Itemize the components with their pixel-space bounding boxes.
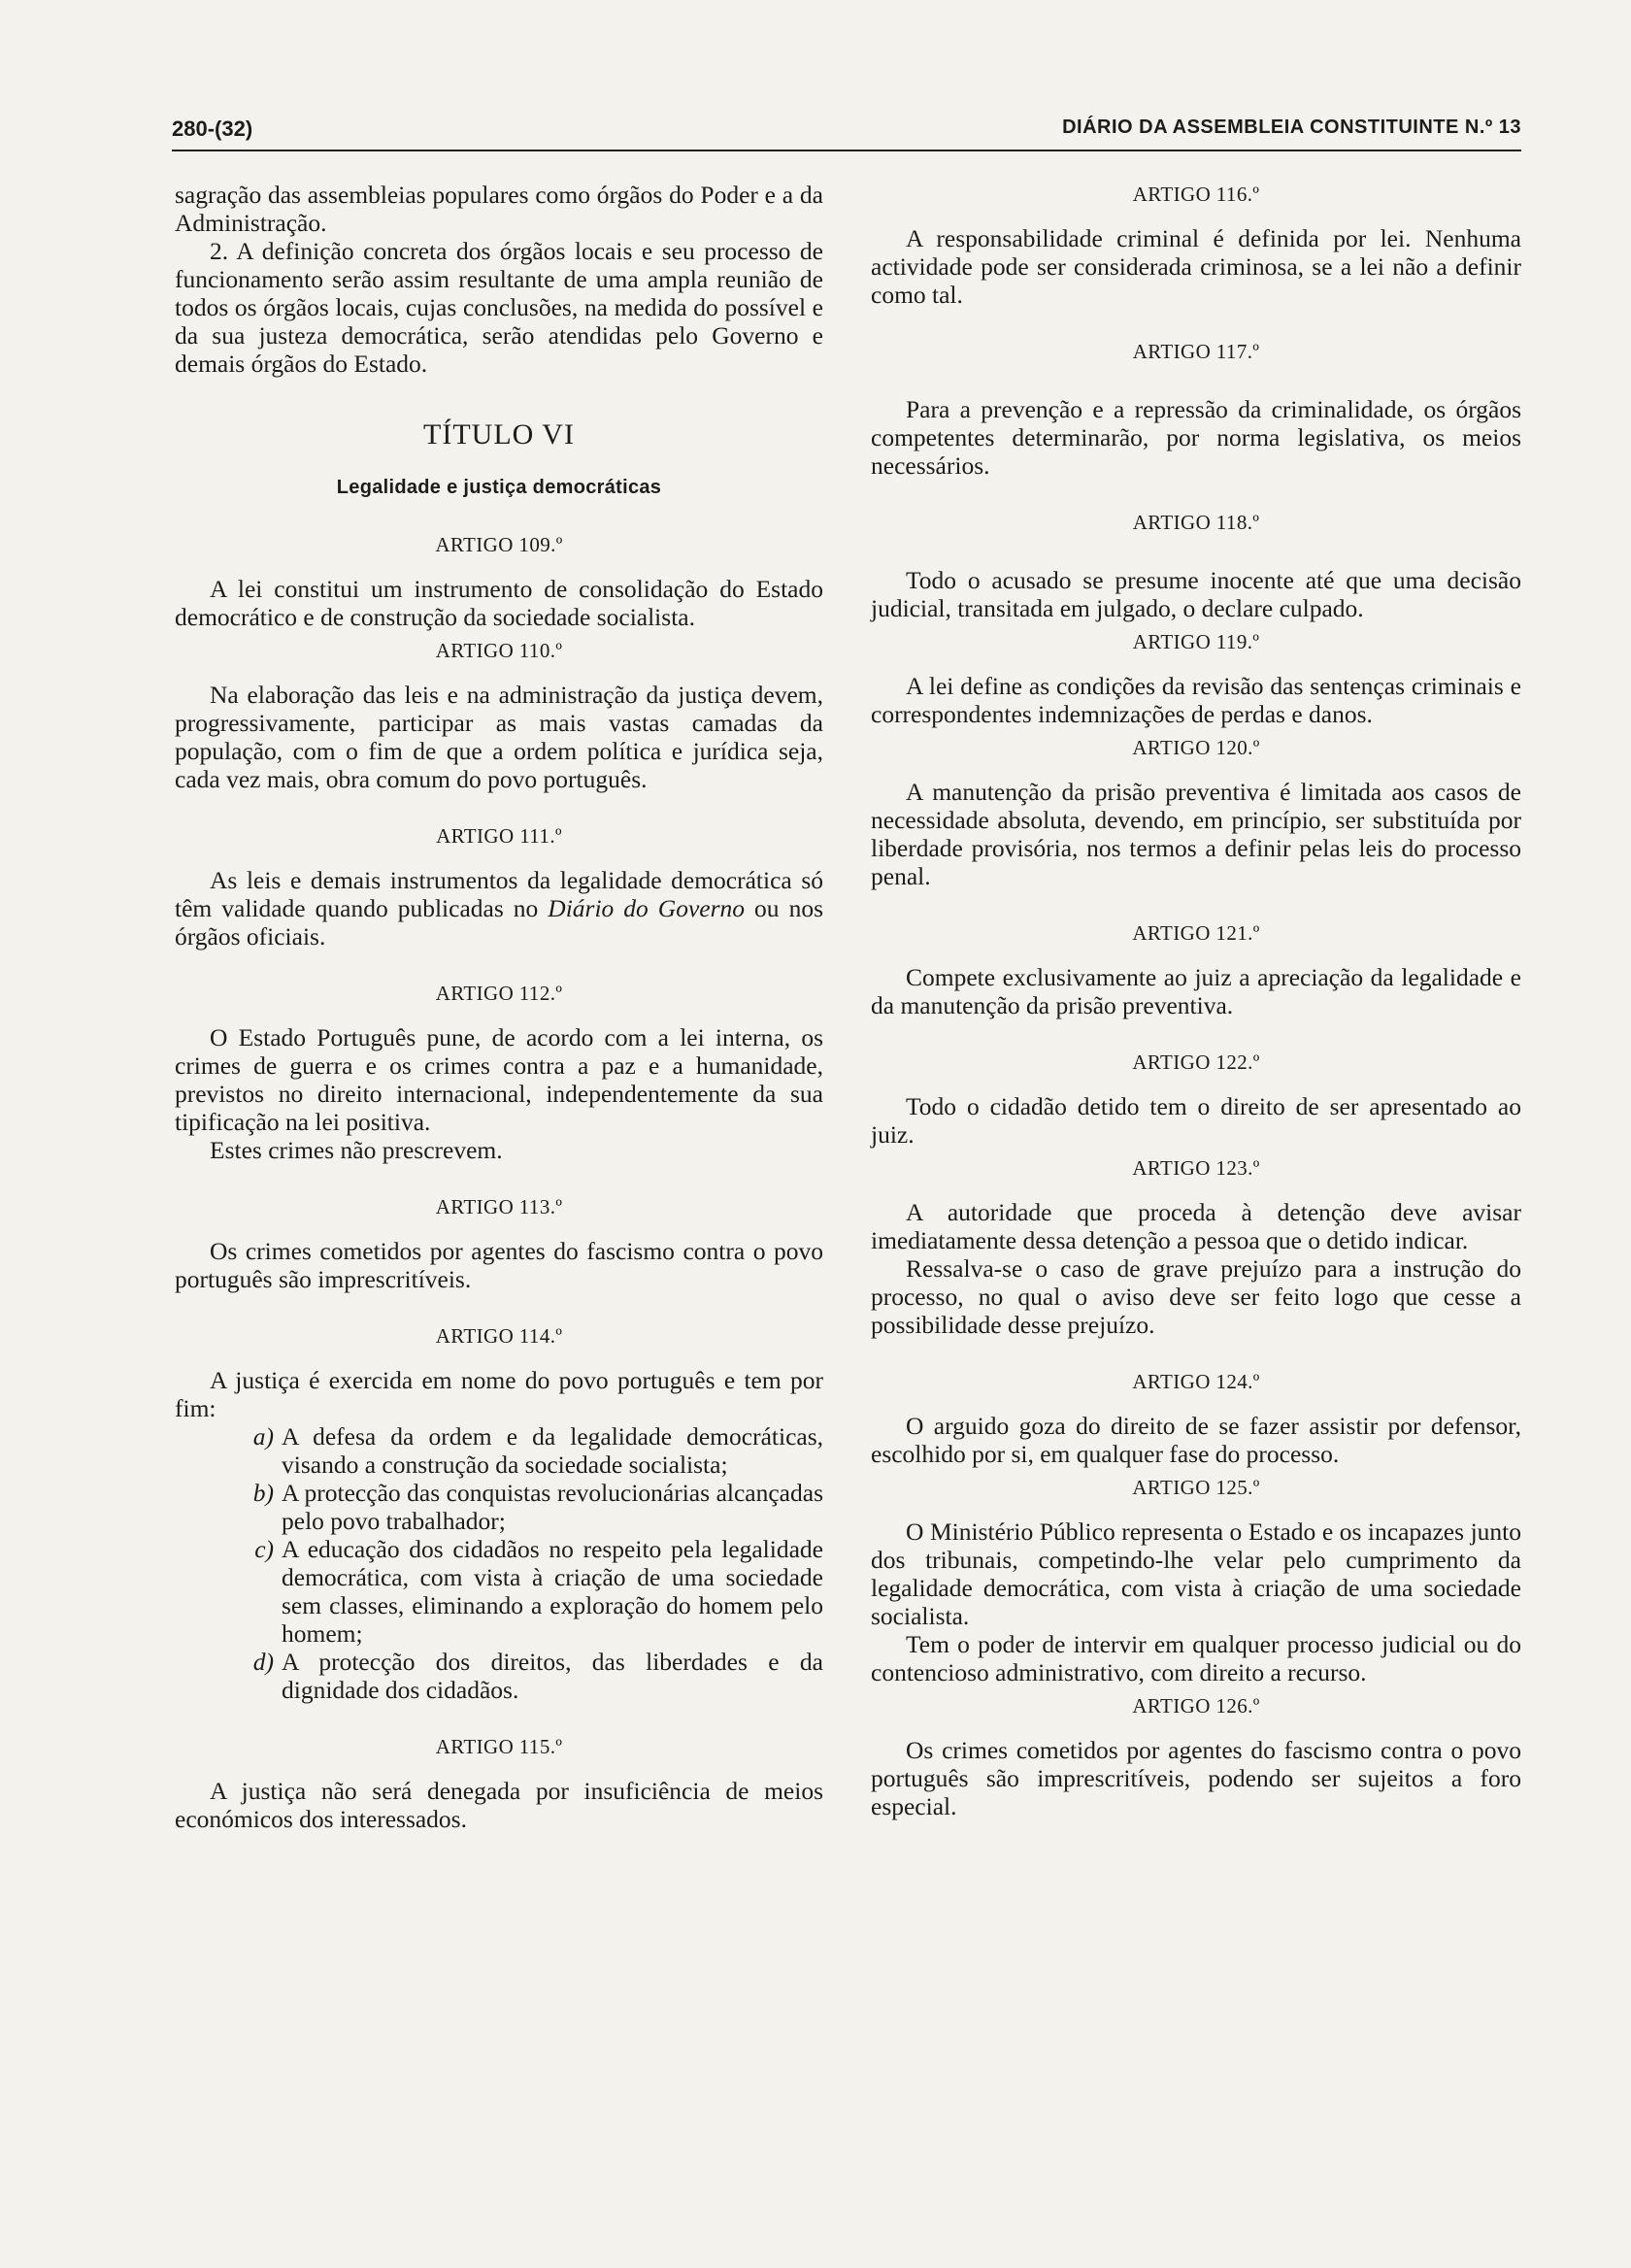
article-text xyxy=(175,866,823,951)
article-text: A manutenção da prisão preventiva é limitada aos casos de necessidade absoluta, devendo, em princípio, ser substituída por liberdade provisória, nos termos a definir pelas leis do processo penal. xyxy=(871,778,1521,890)
article-heading: ARTIGO 121.º xyxy=(1132,921,1260,945)
article-heading: ARTIGO 114.º xyxy=(435,1324,563,1348)
article-text: Ressalva-se o caso de grave prejuízo para a instrução do processo, no qual o aviso deve ser feito logo que cesse a possibilidade desse prejuízo. xyxy=(871,1254,1521,1339)
article-text: Todo o acusado se presume inocente até que uma decisão judicial, transitada em julgado, o declare culpado. xyxy=(871,566,1521,622)
list-letter: a) xyxy=(252,1422,274,1451)
list-letter: b) xyxy=(252,1479,274,1507)
list-text: A educação dos cidadãos no respeito pela legalidade democrática, com vista à criação de uma sociedade sem classes, eliminando a exploração do homem pelo homem; xyxy=(282,1535,823,1648)
list-item xyxy=(231,1535,823,1648)
article-heading: ARTIGO 125.º xyxy=(1132,1476,1260,1499)
list-item xyxy=(231,1479,823,1535)
right-column xyxy=(871,181,1521,1820)
article-heading: ARTIGO 123.º xyxy=(1132,1156,1260,1180)
journal-title: DIÁRIO DA ASSEMBLEIA CONSTITUINTE N.º 13 xyxy=(1062,117,1521,138)
article-text: A lei constitui um instrumento de consolidação do Estado democrático e de construção da sociedade socialista. xyxy=(175,575,823,631)
article-text: O Estado Português pune, de acordo com a lei interna, os crimes de guerra e os crimes contra a paz e a humanidade, previstos no direito internacional, independentemente da sua tipificação na lei positiva. xyxy=(175,1023,823,1136)
article-text: Para a prevenção e a repressão da criminalidade, os órgãos competentes determinarão, por norma legislativa, os meios necessários. xyxy=(871,395,1521,480)
intro-paragraph: sagração das assembleias populares como órgãos do Poder e a da Administração. xyxy=(175,181,823,237)
article-text: Na elaboração das leis e na administração da justiça devem, progressivamente, participar as mais vastas camadas da população, com o fim de que a ordem política e jurídica seja, cada vez mais, obra comum do povo português. xyxy=(175,681,823,793)
article-text: A responsabilidade criminal é definida por lei. Nenhuma actividade pode ser considerada criminosa, se a lei não a definir como tal. xyxy=(871,224,1521,309)
paragraph: 2. A definição concreta dos órgãos locais e seu processo de funcionamento serão assim resultante de uma ampla reunião de todos os órgãos locais, cujas conclusões, na medida do possível e da sua justeza democrática, serão atendidas pelo Governo e demais órgãos do Estado. xyxy=(175,237,823,378)
article-heading: ARTIGO 113.º xyxy=(435,1195,563,1218)
article-heading: ARTIGO 111.º xyxy=(436,824,562,848)
article-heading: ARTIGO 117.º xyxy=(1132,340,1260,363)
journal-name: Diário do Governo xyxy=(548,894,746,922)
article-heading: ARTIGO 122.º xyxy=(1132,1051,1260,1074)
section-subtitle: Legalidade e justiça democráticas xyxy=(336,477,662,498)
article-text: A lei define as condições da revisão das sentenças criminais e correspondentes indemnizações de perdas e danos. xyxy=(871,672,1521,728)
article-heading: ARTIGO 120.º xyxy=(1132,736,1260,759)
list-letter: d) xyxy=(252,1648,274,1676)
page-header xyxy=(172,115,1521,151)
article-text: A autoridade que proceda à detenção deve avisar imediatamente dessa detenção a pessoa que o detido indicar. xyxy=(871,1198,1521,1254)
article-heading: ARTIGO 112.º xyxy=(435,982,563,1005)
article-heading: ARTIGO 115.º xyxy=(435,1735,563,1758)
article-text: Os crimes cometidos por agentes do fascismo contra o povo português são imprescritíveis, podendo ser sujeitos a foro especial. xyxy=(871,1736,1521,1820)
text-span: As leis e demais instrumentos da legalidade democrática só têm validade quando publicadas no xyxy=(175,866,823,922)
article-heading: ARTIGO 119.º xyxy=(1132,630,1260,653)
list-item xyxy=(231,1648,823,1704)
article-heading: ARTIGO 109.º xyxy=(435,533,563,556)
list-text: A defesa da ordem e da legalidade democráticas, visando a construção da sociedade socialista; xyxy=(282,1422,823,1479)
article-text: A justiça não será denegada por insuficiência de meios económicos dos interessados. xyxy=(175,1777,823,1833)
article-text: O Ministério Público representa o Estado e os incapazes junto dos tribunais, competindo-lhe velar pelo cumprimento da legalidade democrática, com vista à criação de uma sociedade socialista. xyxy=(871,1518,1521,1630)
page-number: 280-(32) xyxy=(172,117,253,141)
article-text: Todo o cidadão detido tem o direito de ser apresentado ao juiz. xyxy=(871,1092,1521,1149)
article-heading: ARTIGO 126.º xyxy=(1132,1694,1260,1718)
list-text: A protecção dos direitos, das liberdades e da dignidade dos cidadãos. xyxy=(282,1648,823,1704)
list-text: A protecção das conquistas revolucionárias alcançadas pelo povo trabalhador; xyxy=(282,1479,823,1535)
text-span: ou nos órgãos oficiais. xyxy=(175,894,823,951)
list-letter: c) xyxy=(254,1535,274,1563)
article-heading: ARTIGO 124.º xyxy=(1132,1370,1260,1393)
article-text: Os crimes cometidos por agentes do fascismo contra o povo português são imprescritíveis. xyxy=(175,1237,823,1293)
list-item xyxy=(231,1422,823,1479)
article-heading: ARTIGO 118.º xyxy=(1132,511,1260,534)
article-text: Estes crimes não prescrevem. xyxy=(210,1136,503,1164)
article-text: Tem o poder de intervir em qualquer processo judicial ou do contencioso administrativo, com direito a recurso. xyxy=(871,1630,1521,1686)
section-title: TÍTULO VI xyxy=(423,418,575,450)
article-text: A justiça é exercida em nome do povo português e tem por fim: xyxy=(175,1366,823,1422)
article-heading: ARTIGO 110.º xyxy=(435,639,563,662)
left-column xyxy=(175,181,823,1833)
article-text: O arguido goza do direito de se fazer assistir por defensor, escolhido por si, em qualquer fase do processo. xyxy=(871,1412,1521,1468)
article-text: Compete exclusivamente ao juiz a apreciação da legalidade e da manutenção da prisão preventiva. xyxy=(871,963,1521,1019)
article-heading: ARTIGO 116.º xyxy=(1132,183,1260,206)
